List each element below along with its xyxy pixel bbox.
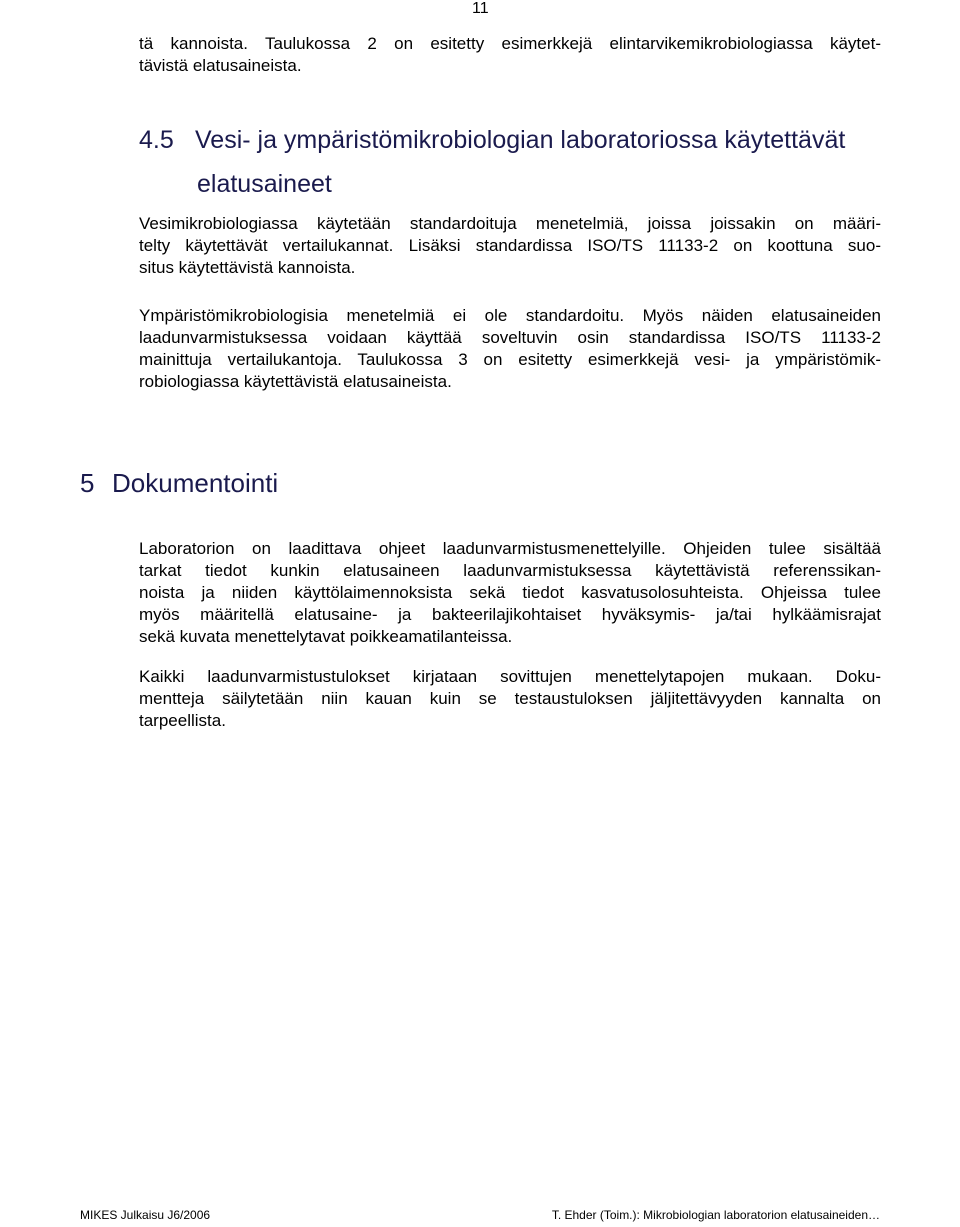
section-4-5-paragraph-1 xyxy=(139,213,881,279)
section-heading-5 xyxy=(80,465,278,501)
text-line: mentteja säilytetään niin kauan kuin se testaustuloksen jäljitettävyyden kannalta on xyxy=(139,689,881,708)
text-line: situs käytettävistä kannoista. xyxy=(139,258,356,277)
text-line: Kaikki laadunvarmistustulokset kirjataan sovittujen menettelytapojen mukaan. Doku- xyxy=(139,667,881,686)
text-line: Vesimikrobiologiassa käytetään standardoituja menetelmiä, joissa joissakin on määri- xyxy=(139,214,881,233)
text-line: sekä kuvata menettelytavat poikkeamatilanteissa. xyxy=(139,627,513,646)
page-number: 11 xyxy=(472,0,489,17)
section-4-5-paragraph-2 xyxy=(139,305,881,393)
section-heading-4-5 xyxy=(139,124,845,201)
section-5-paragraph-1 xyxy=(139,538,881,648)
text-line: myös määritellä elatusaine- ja bakteerilajikohtaiset hyväksymis- ja/tai hylkäämisrajat xyxy=(139,605,881,624)
text-line: Ympäristömikrobiologisia menetelmiä ei ole standardoitu. Myös näiden elatusaineiden xyxy=(139,306,881,325)
section-number: 5 xyxy=(80,468,95,498)
footer-publication: MIKES Julkaisu J6/2006 xyxy=(80,1208,211,1222)
section-title: Dokumentointi xyxy=(112,468,279,498)
text-line: tarkat tiedot kunkin elatusaineen laadunvarmistuksessa käytettävistä referenssikan- xyxy=(139,561,881,580)
text-line: tä kannoista. Taulukossa 2 on esitetty esimerkkejä elintarvikemikrobiologiassa käytet- xyxy=(139,34,881,53)
text-line: Laboratorion on laadittava ohjeet laadunvarmistusmenettelyille. Ohjeiden tulee sisältää xyxy=(139,539,881,558)
text-line: tävistä elatusaineista. xyxy=(139,56,302,75)
section-title-line1: Vesi- ja ympäristömikrobiologian laboratoriossa käytettävät xyxy=(195,126,846,154)
text-line: robiologiassa käytettävistä elatusaineista. xyxy=(139,372,452,391)
text-line: laadunvarmistuksessa voidaan käyttää soveltuvin osin standardissa ISO/TS 11133-2 xyxy=(139,328,881,347)
text-line: tarpeellista. xyxy=(139,711,226,730)
section-title-line2: elatusaineet xyxy=(197,170,332,198)
text-line: mainittuja vertailukantoja. Taulukossa 3 on esitetty esimerkkejä vesi- ja ympäristömik- xyxy=(139,350,881,369)
intro-paragraph xyxy=(139,33,881,77)
section-5-paragraph-2 xyxy=(139,666,881,732)
section-number: 4.5 xyxy=(139,126,174,154)
text-line: telty käytettävät vertailukannat. Lisäksi standardissa ISO/TS 11133-2 on koottuna suo- xyxy=(139,236,881,255)
footer-running-title: T. Ehder (Toim.): Mikrobiologian laboratorion elatusaineiden… xyxy=(551,1208,880,1222)
text-line: noista ja niiden käyttölaimennoksista sekä tiedot kasvatusolosuhteista. Ohjeissa tulee xyxy=(139,583,881,602)
